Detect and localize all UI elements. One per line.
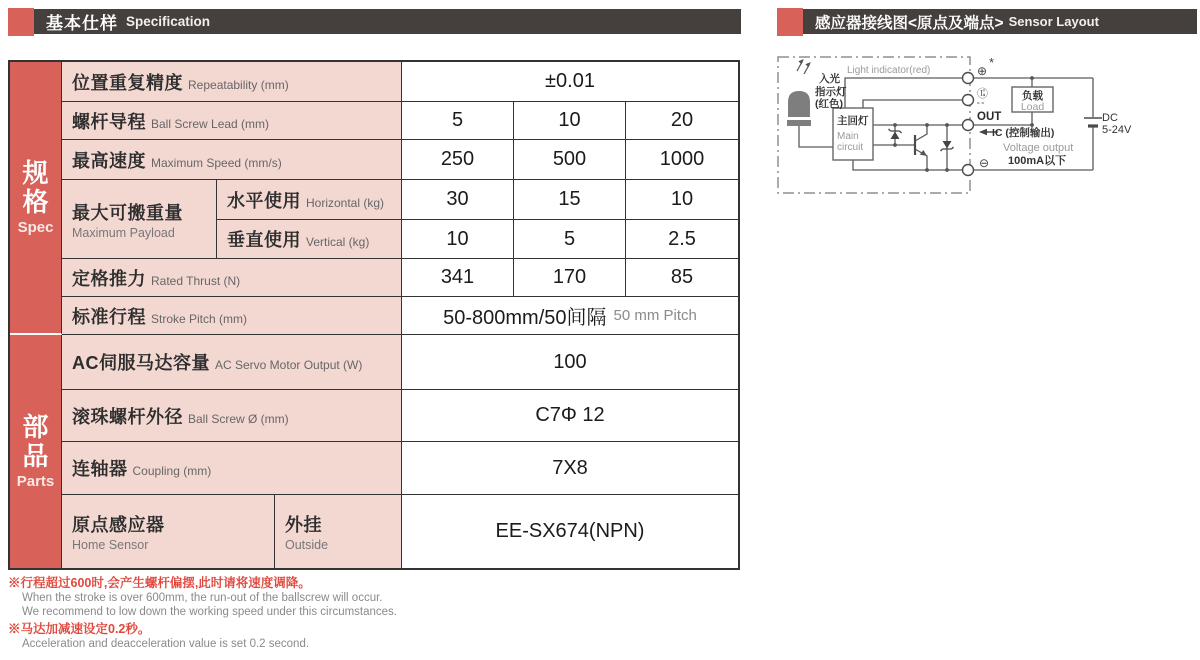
value-horizontal-1: 30 <box>402 180 514 220</box>
footnote-stroke-warning-en1: When the stroke is over 600mm, the run-out of the ballscrew will occur. <box>22 592 383 604</box>
section-label-parts <box>10 335 62 568</box>
row-label-outside <box>275 495 402 568</box>
row-label-coupling <box>62 442 402 495</box>
stroke-pitch-main: 50-800mm/50间隔 <box>443 307 607 329</box>
label-en: Stroke Pitch (mm) <box>151 311 248 326</box>
value-horizontal-3: 10 <box>626 180 738 220</box>
value-servo-output: 100 <box>402 335 738 390</box>
value-thrust-1: 341 <box>402 259 514 297</box>
incident-light-label-2: 指示灯 <box>815 86 847 98</box>
red-accent-square <box>777 8 803 36</box>
row-label-stroke-pitch <box>62 297 402 335</box>
row-label-repeatability <box>62 62 402 102</box>
wiring-diagram-svg <box>775 50 1200 200</box>
red-accent-square <box>8 8 34 36</box>
value-lead-2: 10 <box>514 102 626 140</box>
label-zh: 垂直使用 <box>227 230 301 250</box>
load-label-en: Load <box>1020 101 1045 113</box>
label-zh: 位置重复精度 <box>72 72 183 93</box>
light-arrows-icon <box>797 61 810 74</box>
label-zh: 外挂 <box>285 515 322 535</box>
label-en: Vertical (kg) <box>306 235 370 249</box>
value-vertical-2: 5 <box>514 220 626 259</box>
voltage-output-label: Voltage output <box>1003 142 1074 154</box>
value-speed-3: 1000 <box>626 140 738 180</box>
section-parts-en: Parts <box>16 473 55 491</box>
label-zh: 螺杆导程 <box>72 111 146 132</box>
row-label-max-speed <box>62 140 402 180</box>
value-ball-screw-dia: C7Φ 12 <box>402 390 738 442</box>
out-terminal-label: OUT <box>977 111 1002 123</box>
plus-terminal-asterisk: * <box>989 55 995 70</box>
label-zh: 连轴器 <box>72 459 128 479</box>
section-spec-zh: 规格 <box>22 157 49 217</box>
footnote-accel-zh: ※马达加减速设定0.2秒。 <box>8 621 151 636</box>
label-en: Ball Screw Ø (mm) <box>188 411 289 426</box>
light-indicator-label: Light indicator(red) <box>847 65 931 76</box>
value-stroke-pitch <box>402 297 738 335</box>
footnote-stroke-warning-zh: ※行程超过600时,会产生螺杆偏摆,此时请将速度调降。 <box>8 576 311 590</box>
label-zh: 定格推力 <box>72 268 146 289</box>
load-label-zh: 负载 <box>1022 90 1043 102</box>
minus-terminal-icon <box>963 165 974 176</box>
label-zh: 原点感应器 <box>72 515 165 535</box>
value-thrust-3: 85 <box>626 259 738 297</box>
sensor-layout-header-bar <box>803 9 1197 34</box>
specification-header <box>8 8 741 36</box>
value-coupling: 7X8 <box>402 442 738 495</box>
sensor-layout-title-en: Sensor Layout <box>1008 14 1099 29</box>
label-en: Maximum Speed (mm/s) <box>151 155 282 170</box>
specification-header-bar <box>34 9 741 34</box>
row-label-vertical <box>217 220 402 259</box>
led-indicator-icon <box>787 59 811 126</box>
specification-title-zh: 基本仕样 <box>46 14 118 33</box>
specification-title-en: Specification <box>126 14 211 29</box>
label-zh: 水平使用 <box>227 190 301 211</box>
label-zh: 滚珠螺杆外径 <box>72 406 183 427</box>
footnote-accel-en: Acceleration and deacceleration value is set 0.2 second. <box>22 637 310 650</box>
label-en: Outside <box>285 538 329 552</box>
stroke-pitch-sub: 50 mm Pitch <box>613 307 697 324</box>
footnote-stroke-warning-en2: We recommend to low down the working speed under this circumstances. <box>22 606 397 619</box>
label-en: Maximum Payload <box>72 225 175 240</box>
minus-terminal-label: ⊖ <box>979 156 990 170</box>
value-thrust-2: 170 <box>514 259 626 297</box>
value-horizontal-2: 15 <box>514 180 626 220</box>
sensor-wiring-diagram <box>775 50 1200 200</box>
section-parts-zh: 部品 <box>22 411 49 471</box>
l-terminal-label: Ⓛ <box>977 88 988 100</box>
terminal-circles <box>963 73 974 176</box>
plus-terminal-icon <box>963 73 974 84</box>
main-circuit-label-en2: circuit <box>837 142 864 153</box>
value-speed-1: 250 <box>402 140 514 180</box>
transistor-icon <box>915 125 927 170</box>
value-speed-2: 500 <box>514 140 626 180</box>
label-zh: 最高速度 <box>72 150 146 171</box>
dc-label-2: 5-24V <box>1102 124 1132 136</box>
label-en: Coupling (mm) <box>132 464 212 478</box>
incident-light-label-1: 入光 <box>819 73 840 85</box>
label-en: AC Servo Motor Output (W) <box>215 358 363 372</box>
sensor-layout-header <box>777 8 1197 36</box>
value-home-sensor: EE-SX674(NPN) <box>402 495 738 568</box>
row-label-max-payload <box>62 180 217 259</box>
out-terminal-icon <box>963 120 974 131</box>
row-label-horizontal <box>217 180 402 220</box>
label-en: Repeatability (mm) <box>188 77 289 92</box>
specification-table <box>8 60 740 570</box>
row-label-rated-thrust <box>62 259 402 297</box>
dc-label-1: DC <box>1102 112 1118 124</box>
ic-output-label: IC (控制输出) <box>992 127 1055 139</box>
footnotes <box>8 574 728 651</box>
l-terminal-icon <box>963 95 974 106</box>
zener-diode-icon <box>889 129 902 139</box>
value-repeatability: ±0.01 <box>402 62 738 102</box>
section-label-spec <box>10 62 62 335</box>
row-label-ball-screw-lead <box>62 102 402 140</box>
section-spec-en: Spec <box>17 219 54 237</box>
value-vertical-1: 10 <box>402 220 514 259</box>
value-lead-3: 20 <box>626 102 738 140</box>
label-zh: 标准行程 <box>72 306 146 327</box>
label-en: Rated Thrust (N) <box>151 273 241 288</box>
current-limit-label: 100mA以下 <box>1008 155 1067 167</box>
plus-terminal-label: ⊕ <box>977 64 988 78</box>
row-label-servo-output <box>62 335 402 390</box>
main-circuit-label-en1: Main <box>837 131 859 142</box>
incident-light-label-3: (红色) <box>815 98 843 110</box>
row-label-home-sensor <box>62 495 275 568</box>
battery-icon <box>1084 118 1102 126</box>
label-en: Ball Screw Lead (mm) <box>151 116 270 131</box>
value-vertical-3: 2.5 <box>626 220 738 259</box>
label-zh: 最大可搬重量 <box>72 202 183 223</box>
label-zh: AC伺服马达容量 <box>72 353 210 373</box>
label-en: Home Sensor <box>72 538 149 552</box>
value-lead-1: 5 <box>402 102 514 140</box>
zener-diode-icon <box>941 141 954 151</box>
row-label-ball-screw-dia <box>62 390 402 442</box>
label-en: Horizontal (kg) <box>306 195 385 210</box>
main-circuit-label-zh: 主回灯 <box>837 115 869 127</box>
sensor-layout-title-zh: 感应器接线图<原点及端点> <box>815 14 1004 32</box>
